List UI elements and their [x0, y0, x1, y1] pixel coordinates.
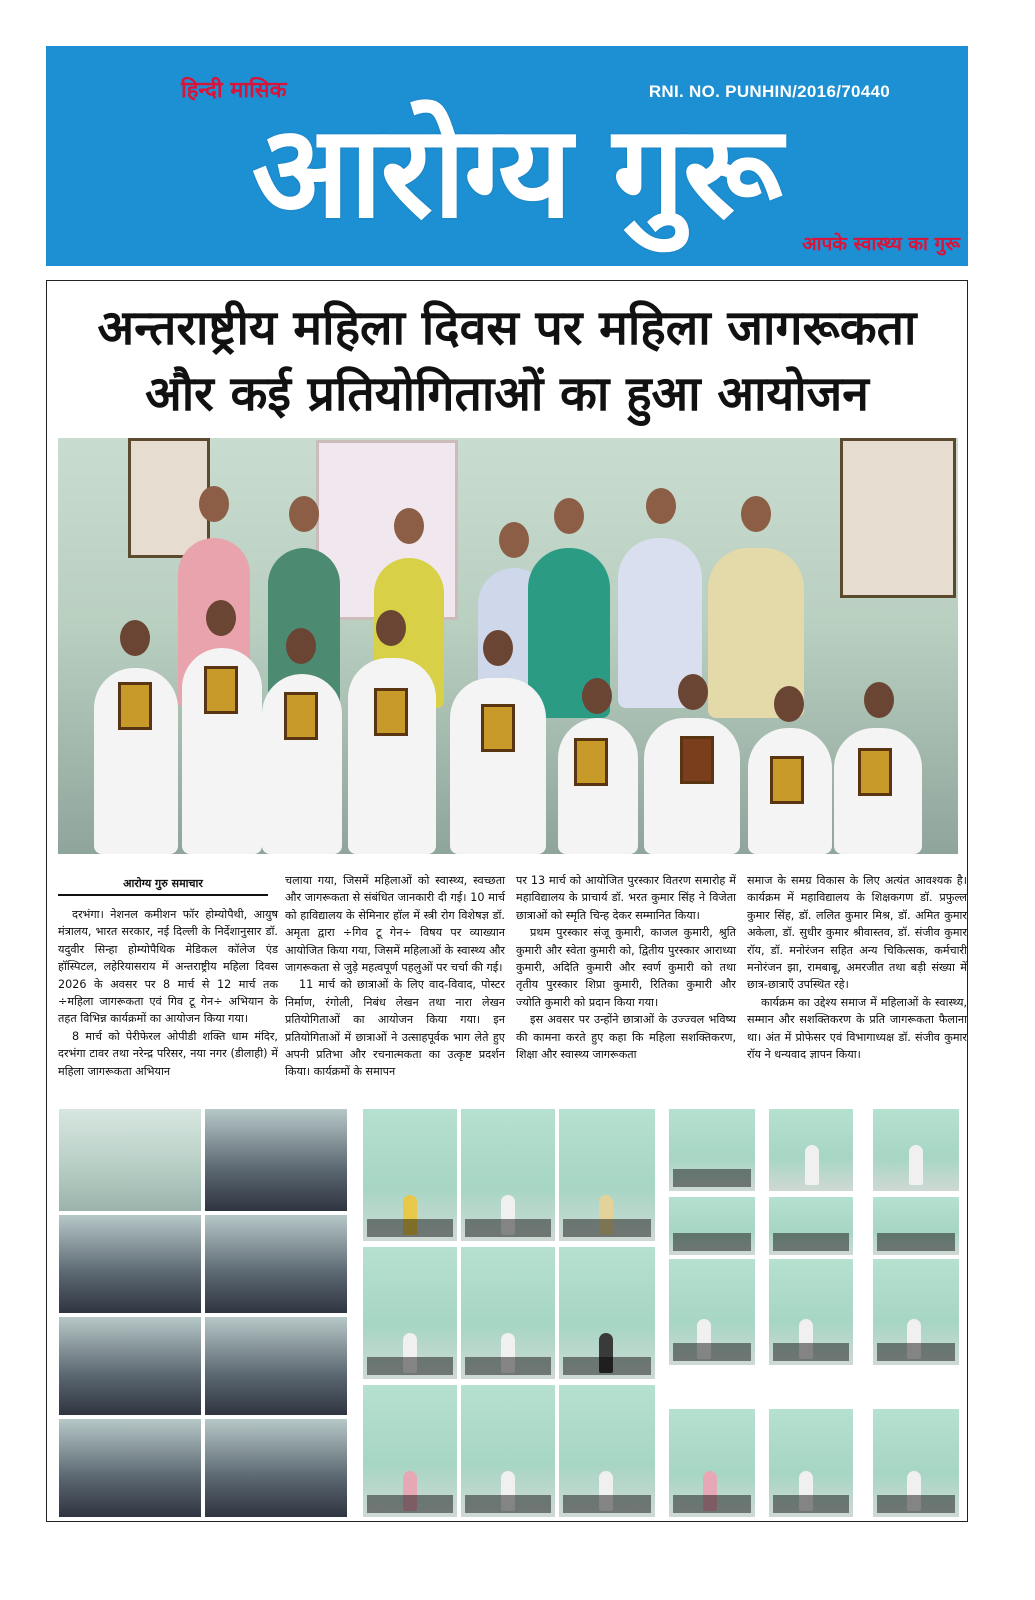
collage-photo — [204, 1214, 348, 1314]
standing-head — [646, 488, 676, 524]
photo-collage-right — [668, 1108, 960, 1518]
collage-photo — [460, 1384, 556, 1518]
collage-photo — [204, 1418, 348, 1518]
collage-photo — [872, 1196, 960, 1256]
standing-head — [499, 522, 529, 558]
award-plaque — [481, 704, 515, 752]
collage-photo — [558, 1108, 656, 1242]
newspaper-title: आरोग्य गुरू — [251, 98, 781, 247]
student-head — [376, 610, 406, 646]
standing-head — [554, 498, 584, 534]
collage-photo — [558, 1246, 656, 1380]
standing-head — [741, 496, 771, 532]
student-head — [864, 682, 894, 718]
collage-photo — [204, 1316, 348, 1416]
newspaper-tagline: आपके स्वास्थ्य का गुरू — [802, 233, 960, 255]
collage-photo — [768, 1408, 854, 1518]
paragraph: 8 मार्च को पेरीफेरल ओपीडी शक्ति धाम मंदिर, दरभंगा टावर तथा नरेन्द्र परिसर, नया नगर (डीलाही) में महिला जागरूकता अभियान — [58, 1029, 278, 1078]
monthly-label: हिन्दी मासिक — [181, 78, 287, 103]
collage-photo — [768, 1258, 854, 1366]
photo-collage-middle — [362, 1108, 656, 1518]
article-column-1 — [58, 906, 278, 1080]
collage-photo — [668, 1408, 756, 1518]
article-headline — [46, 295, 968, 427]
headline-line-1: अन्तराष्ट्रीय महिला दिवस पर महिला जागरूकता — [97, 300, 917, 356]
wall-poster-left — [128, 438, 210, 558]
collage-photo — [58, 1108, 202, 1212]
student-head — [286, 628, 316, 664]
article-column-4 — [747, 872, 967, 1063]
award-plaque — [574, 738, 608, 786]
paragraph: दरभंगा। नेशनल कमीशन फॉर होम्योपैथी, आयुष मंत्रालय, भारत सरकार, नई दिल्ली के निर्देशानुसार डॉ. यदुवीर सिन्हा होम्योपैथिक मेडिकल कॉलेज एंड हॉस्पिटल, लहेरियासराय में अन्तराष्ट्रीय महिला दिवस 2026 के अवसर पर 8 मार्च से 12 मार्च तक ÷महिला जागरूकता एवं गिव टू गेन÷ अभियान के तहत विभिन्न कार्यक्रमों का आयोजन किया गया। — [58, 908, 278, 1026]
award-plaque — [118, 682, 152, 730]
wall-portrait-right — [840, 438, 956, 598]
award-plaque — [770, 756, 804, 804]
student-head — [206, 600, 236, 636]
collage-photo — [460, 1108, 556, 1242]
main-event-photo — [58, 438, 958, 854]
award-plaque — [284, 692, 318, 740]
award-plaque — [204, 666, 238, 714]
student-head — [774, 686, 804, 722]
masthead — [46, 46, 968, 266]
award-plaque — [858, 748, 892, 796]
article-byline: आरोग्य गुरु समाचार — [58, 876, 268, 896]
award-plaque — [374, 688, 408, 736]
paragraph: प्रथम पुरस्कार संजू कुमारी, काजल कुमारी, श्रुति कुमारी और स्वेता कुमारी को, द्वितीय पुरस्कार आराध्या कुमारी, अदिति कुमारी और स्वर्ण कुमारी को तथा तृतीय पुरस्कार शिप्रा कुमारी, रितिका कुमारी और ज्योति कुमारी को प्रदान किया गया। — [516, 926, 736, 1009]
standing-head — [289, 496, 319, 532]
standing-head — [394, 508, 424, 544]
collage-photo — [362, 1384, 458, 1518]
paragraph: समाज के समग्र विकास के लिए अत्यंत आवश्यक है। कार्यक्रम में महाविद्यालय के शिक्षकगण डॉ. प्रफुल्ल कुमार सिंह, डॉ. ललित कुमार मिश्र, डॉ. अमित कुमार अकेला, डॉ. सुधीर कुमार श्रीवास्तव, डॉ. संजीव कुमार रॉय, डॉ. मनोरंजन सहित अन्य चिकित्सक, कर्मचारी मनोरंजन झा, रामबाबू, अमरजीत तथा बड़ी संख्या में छात्र-छात्राएँ उपस्थित रहे। — [747, 874, 967, 992]
collage-photo — [58, 1214, 202, 1314]
collage-photo — [768, 1196, 854, 1256]
paragraph: 11 मार्च को छात्राओं के लिए वाद-विवाद, पोस्टर निर्माण, रंगोली, निबंध लेखन तथा नारा लेखन प्रतियोगिताओं का आयोजन किया गया। इन प्रतियोगिताओं में छात्राओं ने उत्साहपूर्वक भाग लेते हुए अपनी प्रतिभा और रचनात्मकता का उत्कृष्ट प्रदर्शन किया। कार्यक्रमों के समापन — [285, 978, 505, 1079]
rni-number: RNI. NO. PUNHIN/2016/70440 — [648, 82, 890, 101]
collage-photo — [460, 1246, 556, 1380]
collage-photo — [668, 1258, 756, 1366]
paragraph: पर 13 मार्च को आयोजित पुरस्कार वितरण समारोह में महाविद्यालय के प्राचार्य डॉ. भरत कुमार सिंह ने विजेता छात्राओं को स्मृति चिन्ह देकर सम्मानित किया। — [516, 874, 736, 922]
collage-photo — [872, 1408, 960, 1518]
collage-photo — [58, 1316, 202, 1416]
standing-head — [199, 486, 229, 522]
collage-photo — [872, 1258, 960, 1366]
paragraph: कार्यक्रम का उद्देश्य समाज में महिलाओं के स्वास्थ्य, सम्मान और सशक्तिकरण के प्रति जागरूकता फैलाना था। अंत में प्रोफेसर एवं विभागाध्यक्ष डॉ. संजीव कुमार रॉय ने धन्यवाद ज्ञापन किया। — [747, 995, 967, 1062]
collage-photo — [668, 1196, 756, 1256]
collage-photo — [668, 1108, 756, 1192]
headline-line-2: और कई प्रतियोगिताओं का हुआ आयोजन — [145, 366, 869, 422]
article-column-3 — [516, 872, 736, 1063]
collage-photo — [558, 1384, 656, 1518]
article-column-2 — [285, 872, 505, 1081]
collage-photo — [362, 1246, 458, 1380]
student-head — [483, 630, 513, 666]
collage-photo — [872, 1108, 960, 1192]
photo-collage-left — [58, 1108, 348, 1518]
student-head — [120, 620, 150, 656]
paragraph: इस अवसर पर उन्होंने छात्राओं के उज्ज्वल भविष्य की कामना करते हुए कहा कि महिला सशक्तिकरण, शिक्षा और स्वास्थ्य जागरूकता — [516, 1013, 736, 1062]
student-head — [678, 674, 708, 710]
collage-photo — [768, 1108, 854, 1192]
paragraph: चलाया गया, जिसमें महिलाओं को स्वास्थ्य, स्वच्छता और जागरूकता से संबंधित जानकारी दी गई। 10 मार्च को हाविद्यालय के सेमिनार हॉल में स्त्री रोग विशेषज्ञ डॉ. अमृता द्वारा ÷गिव टू गेन÷ विषय पर व्याख्यान आयोजित किया गया, जिसमें महिलाओं के स्वास्थ्य और जागरूकता से जुड़े महत्वपूर्ण पहलुओं पर चर्चा की गई। — [285, 874, 505, 975]
award-plaque — [680, 736, 714, 784]
collage-photo — [204, 1108, 348, 1212]
student-head — [582, 678, 612, 714]
collage-photo — [58, 1418, 202, 1518]
collage-photo — [362, 1108, 458, 1242]
